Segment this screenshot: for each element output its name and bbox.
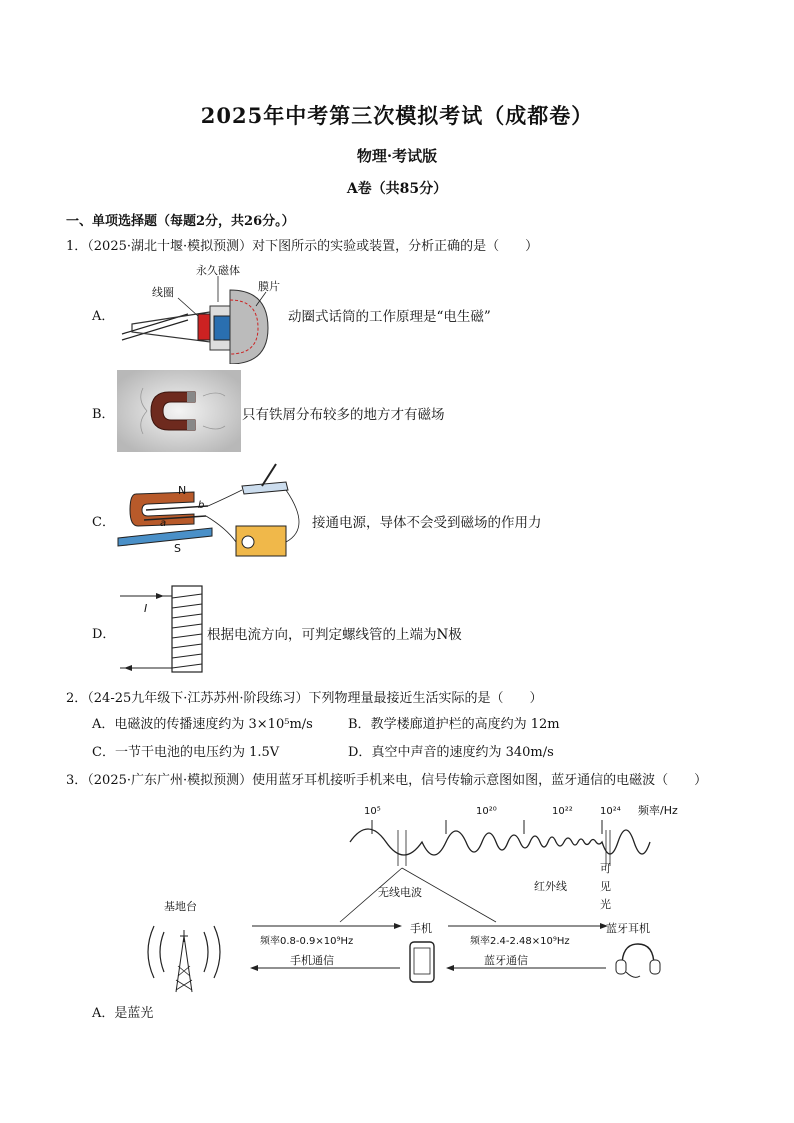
q1-option-b-letter: B． <box>92 407 115 422</box>
label-visible-3: 光 <box>600 898 611 911</box>
q1-option-c-letter: C． <box>92 515 115 530</box>
q2-option-a-text: 电磁波的传播速度约为 3×10⁵m/s <box>114 717 313 732</box>
q1-option-c-text: 接通电源，导体不会受到磁场的作用力 <box>312 515 542 531</box>
label-base-station: 基地台 <box>164 900 197 913</box>
q2-option-a-letter: A． <box>92 717 115 732</box>
motor-experiment-figure <box>116 458 312 576</box>
label-phone: 手机 <box>410 922 432 935</box>
freq-axis-label: 频率/Hz <box>638 804 678 817</box>
label-b: b <box>198 500 205 511</box>
label-membrane: 膜片 <box>258 280 280 293</box>
label-infrared: 红外线 <box>534 880 567 893</box>
label-south: S <box>174 542 181 555</box>
q1-option-b-text: 只有铁屑分布较多的地方才有磁场 <box>242 407 445 423</box>
q2-option-c-text: 一节干电池的电压约为 1.5V <box>114 745 280 760</box>
iron-filings-photo <box>117 370 241 452</box>
q2-option-a <box>92 716 313 734</box>
microphone-figure <box>118 262 288 364</box>
label-earphone: 蓝牙耳机 <box>606 922 650 935</box>
page-title: 2025年中考第三次模拟考试（成都卷） <box>200 103 594 128</box>
paper-label: A卷（共85分） <box>346 181 448 197</box>
solenoid-figure <box>116 584 208 678</box>
question-2-stem: 2．（24-25九年级下·江苏苏州·阶段练习）下列物理量最接近生活实际的是（ ） <box>66 691 543 706</box>
freq-label-1e22: 10²² <box>552 806 573 817</box>
q2-option-b-text: 教学楼廊道护栏的高度约为 12m <box>370 717 560 732</box>
earphone-icon <box>616 944 660 977</box>
q2-option-b-letter: B． <box>348 717 371 732</box>
q1-option-a-letter: A． <box>92 309 115 324</box>
q2-option-b <box>348 716 560 734</box>
q2-option-d-letter: D． <box>348 745 372 760</box>
signal-transmission-figure <box>128 796 708 1000</box>
label-visible-2: 见 <box>600 880 611 893</box>
q1-option-d-text: 根据电流方向，可判定螺线管的上端为N极 <box>207 627 462 643</box>
label-freq-bt: 频率2.4-2.48×10⁹Hz <box>470 936 570 947</box>
label-a: a <box>160 518 167 529</box>
label-phone-comm: 手机通信 <box>290 954 334 967</box>
exam-subtitle: 物理·考试版 <box>356 147 438 165</box>
question-3-stem: 3．（2025·广东广州·模拟预测）使用蓝牙耳机接听手机来电，信号传输示意图如图，蓝牙通信的电磁波（ ） <box>66 773 708 788</box>
q3-option-a-text: 是蓝光 <box>114 1006 154 1021</box>
q1-option-a-text: 动圈式话筒的工作原理是“电生磁” <box>288 309 491 325</box>
microphone-diagram <box>122 290 268 364</box>
q2-option-d <box>348 744 554 762</box>
label-bt-comm: 蓝牙通信 <box>484 954 528 967</box>
phone-icon <box>410 942 434 982</box>
label-visible-1: 可 <box>600 862 611 875</box>
question-1-stem: 1．（2025·湖北十堰·模拟预测）对下图所示的实验或装置，分析正确的是（ ） <box>66 239 539 254</box>
freq-label-1e20: 10²⁰ <box>476 806 497 817</box>
freq-label-1e24: 10²⁴ <box>600 806 621 817</box>
label-radio-wave: 无线电波 <box>378 886 422 899</box>
label-permanent-magnet: 永久磁体 <box>196 264 240 277</box>
label-coil: 线圈 <box>152 286 174 299</box>
q2-option-c <box>92 744 279 762</box>
base-station-icon <box>148 926 220 992</box>
label-north: N <box>178 484 187 497</box>
label-current: I <box>144 602 148 615</box>
electromagnetic-wave <box>350 829 650 855</box>
q1-option-d-letter: D． <box>92 627 116 642</box>
q2-option-c-letter: C． <box>92 745 115 760</box>
q3-option-a-letter: A． <box>92 1006 115 1021</box>
q2-option-d-text: 真空中声音的速度约为 340m/s <box>371 745 554 760</box>
section-heading: 一、单项选择题（每题2分，共26分。） <box>66 214 295 229</box>
label-freq-phone: 频率0.8-0.9×10⁹Hz <box>260 936 354 947</box>
q3-option-a <box>92 1005 153 1023</box>
freq-label-1e5: 10⁵ <box>364 806 381 817</box>
